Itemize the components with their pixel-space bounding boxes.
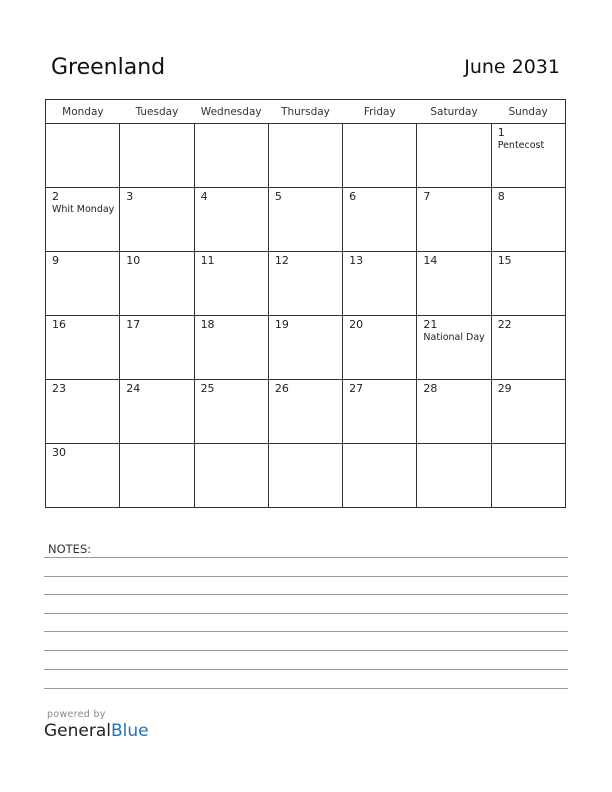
powered-by-text: powered by (47, 709, 106, 720)
day-number: 14 (423, 254, 438, 267)
day-number: 1 (497, 126, 505, 139)
notes-line (44, 613, 568, 614)
brand-general: General (44, 721, 111, 741)
day-number: 26 (274, 382, 289, 395)
calendar-day-cell[interactable] (120, 380, 194, 444)
weekday-tuesday: Tuesday (120, 100, 194, 124)
calendar-day-cell[interactable] (268, 124, 342, 188)
calendar-day-cell[interactable] (194, 188, 268, 252)
calendar-day-cell[interactable] (120, 188, 194, 252)
calendar-day-cell[interactable] (491, 444, 565, 508)
calendar-day-cell[interactable] (120, 316, 194, 380)
calendar-day-cell[interactable] (343, 188, 417, 252)
calendar-day-cell[interactable] (491, 380, 565, 444)
notes-line (44, 557, 568, 558)
calendar-week-row (46, 252, 566, 316)
calendar-week-row (46, 316, 566, 380)
weekday-header-row (46, 100, 566, 124)
day-number: 29 (497, 382, 512, 395)
day-number: 27 (349, 382, 364, 395)
calendar-day-cell[interactable] (46, 316, 120, 380)
day-number: 18 (200, 318, 215, 331)
notes-label: NOTES: (48, 542, 92, 556)
calendar-day-cell[interactable] (343, 252, 417, 316)
calendar-day-cell[interactable] (46, 252, 120, 316)
calendar-day-cell[interactable] (417, 380, 491, 444)
calendar-day-cell[interactable] (194, 444, 268, 508)
day-number: 24 (126, 382, 141, 395)
holiday-label: Whit Monday (52, 204, 115, 215)
notes-line (44, 631, 568, 632)
calendar-day-cell[interactable] (268, 316, 342, 380)
day-number: 11 (200, 254, 215, 267)
calendar-body (46, 124, 566, 508)
calendar-day-cell[interactable] (194, 380, 268, 444)
calendar-week-row (46, 188, 566, 252)
weekday-wednesday: Wednesday (194, 100, 268, 124)
calendar-week-row (46, 124, 566, 188)
weekday-monday: Monday (46, 100, 120, 124)
generalblue-logo[interactable] (44, 721, 149, 741)
calendar-day-cell[interactable] (491, 252, 565, 316)
notes-line (44, 594, 568, 595)
weekday-thursday: Thursday (268, 100, 342, 124)
day-number: 10 (126, 254, 141, 267)
calendar-day-cell[interactable] (268, 444, 342, 508)
calendar-day-cell[interactable] (46, 444, 120, 508)
calendar-day-cell[interactable] (46, 188, 120, 252)
day-number: 6 (349, 190, 357, 203)
calendar-day-cell[interactable] (491, 188, 565, 252)
calendar-week-row (46, 444, 566, 508)
calendar-day-cell[interactable] (194, 316, 268, 380)
day-number: 28 (423, 382, 438, 395)
day-number: 15 (497, 254, 512, 267)
day-number: 2 (52, 190, 59, 203)
day-number: 9 (52, 254, 59, 267)
calendar-day-cell[interactable] (343, 444, 417, 508)
day-number: 21 (423, 318, 438, 331)
day-number: 8 (497, 190, 505, 203)
calendar-day-cell[interactable] (120, 124, 194, 188)
day-number: 17 (126, 318, 141, 331)
notes-line (44, 688, 568, 689)
calendar-day-cell[interactable] (120, 444, 194, 508)
day-number: 5 (274, 190, 282, 203)
day-number: 4 (200, 190, 208, 203)
brand-blue: Blue (111, 721, 149, 741)
calendar-day-cell[interactable] (343, 124, 417, 188)
day-number: 20 (349, 318, 364, 331)
weekday-friday: Friday (343, 100, 417, 124)
day-number: 19 (274, 318, 289, 331)
day-number: 3 (126, 190, 134, 203)
calendar-day-cell[interactable] (46, 380, 120, 444)
day-number: 12 (274, 254, 289, 267)
calendar-day-cell[interactable] (491, 124, 565, 188)
calendar-day-cell[interactable] (491, 316, 565, 380)
day-number: 22 (497, 318, 512, 331)
calendar-day-cell[interactable] (417, 316, 491, 380)
day-number: 7 (423, 190, 431, 203)
calendar-day-cell[interactable] (268, 188, 342, 252)
calendar-day-cell[interactable] (343, 316, 417, 380)
day-number: 13 (349, 254, 364, 267)
calendar-day-cell[interactable] (343, 380, 417, 444)
calendar-day-cell[interactable] (417, 124, 491, 188)
holiday-label: National Day (423, 332, 485, 343)
month-year-title: June 2031 (464, 56, 560, 78)
weekday-sunday: Sunday (491, 100, 565, 124)
notes-line (44, 650, 568, 651)
calendar-day-cell[interactable] (194, 252, 268, 316)
calendar-day-cell[interactable] (120, 252, 194, 316)
calendar-day-cell[interactable] (417, 252, 491, 316)
calendar-day-cell[interactable] (268, 252, 342, 316)
day-number: 23 (52, 382, 66, 395)
day-number: 16 (52, 318, 66, 331)
calendar-day-cell[interactable] (268, 380, 342, 444)
day-number: 25 (200, 382, 215, 395)
notes-line (44, 669, 568, 670)
calendar-day-cell[interactable] (417, 444, 491, 508)
holiday-label: Pentecost (497, 140, 545, 151)
country-title: Greenland (51, 55, 166, 80)
calendar-week-row (46, 380, 566, 444)
calendar-day-cell[interactable] (194, 124, 268, 188)
weekday-saturday: Saturday (417, 100, 491, 124)
calendar-grid (45, 99, 566, 508)
calendar-day-cell[interactable] (417, 188, 491, 252)
day-number: 30 (52, 446, 66, 459)
calendar-day-cell[interactable] (46, 124, 120, 188)
notes-line (44, 576, 568, 577)
